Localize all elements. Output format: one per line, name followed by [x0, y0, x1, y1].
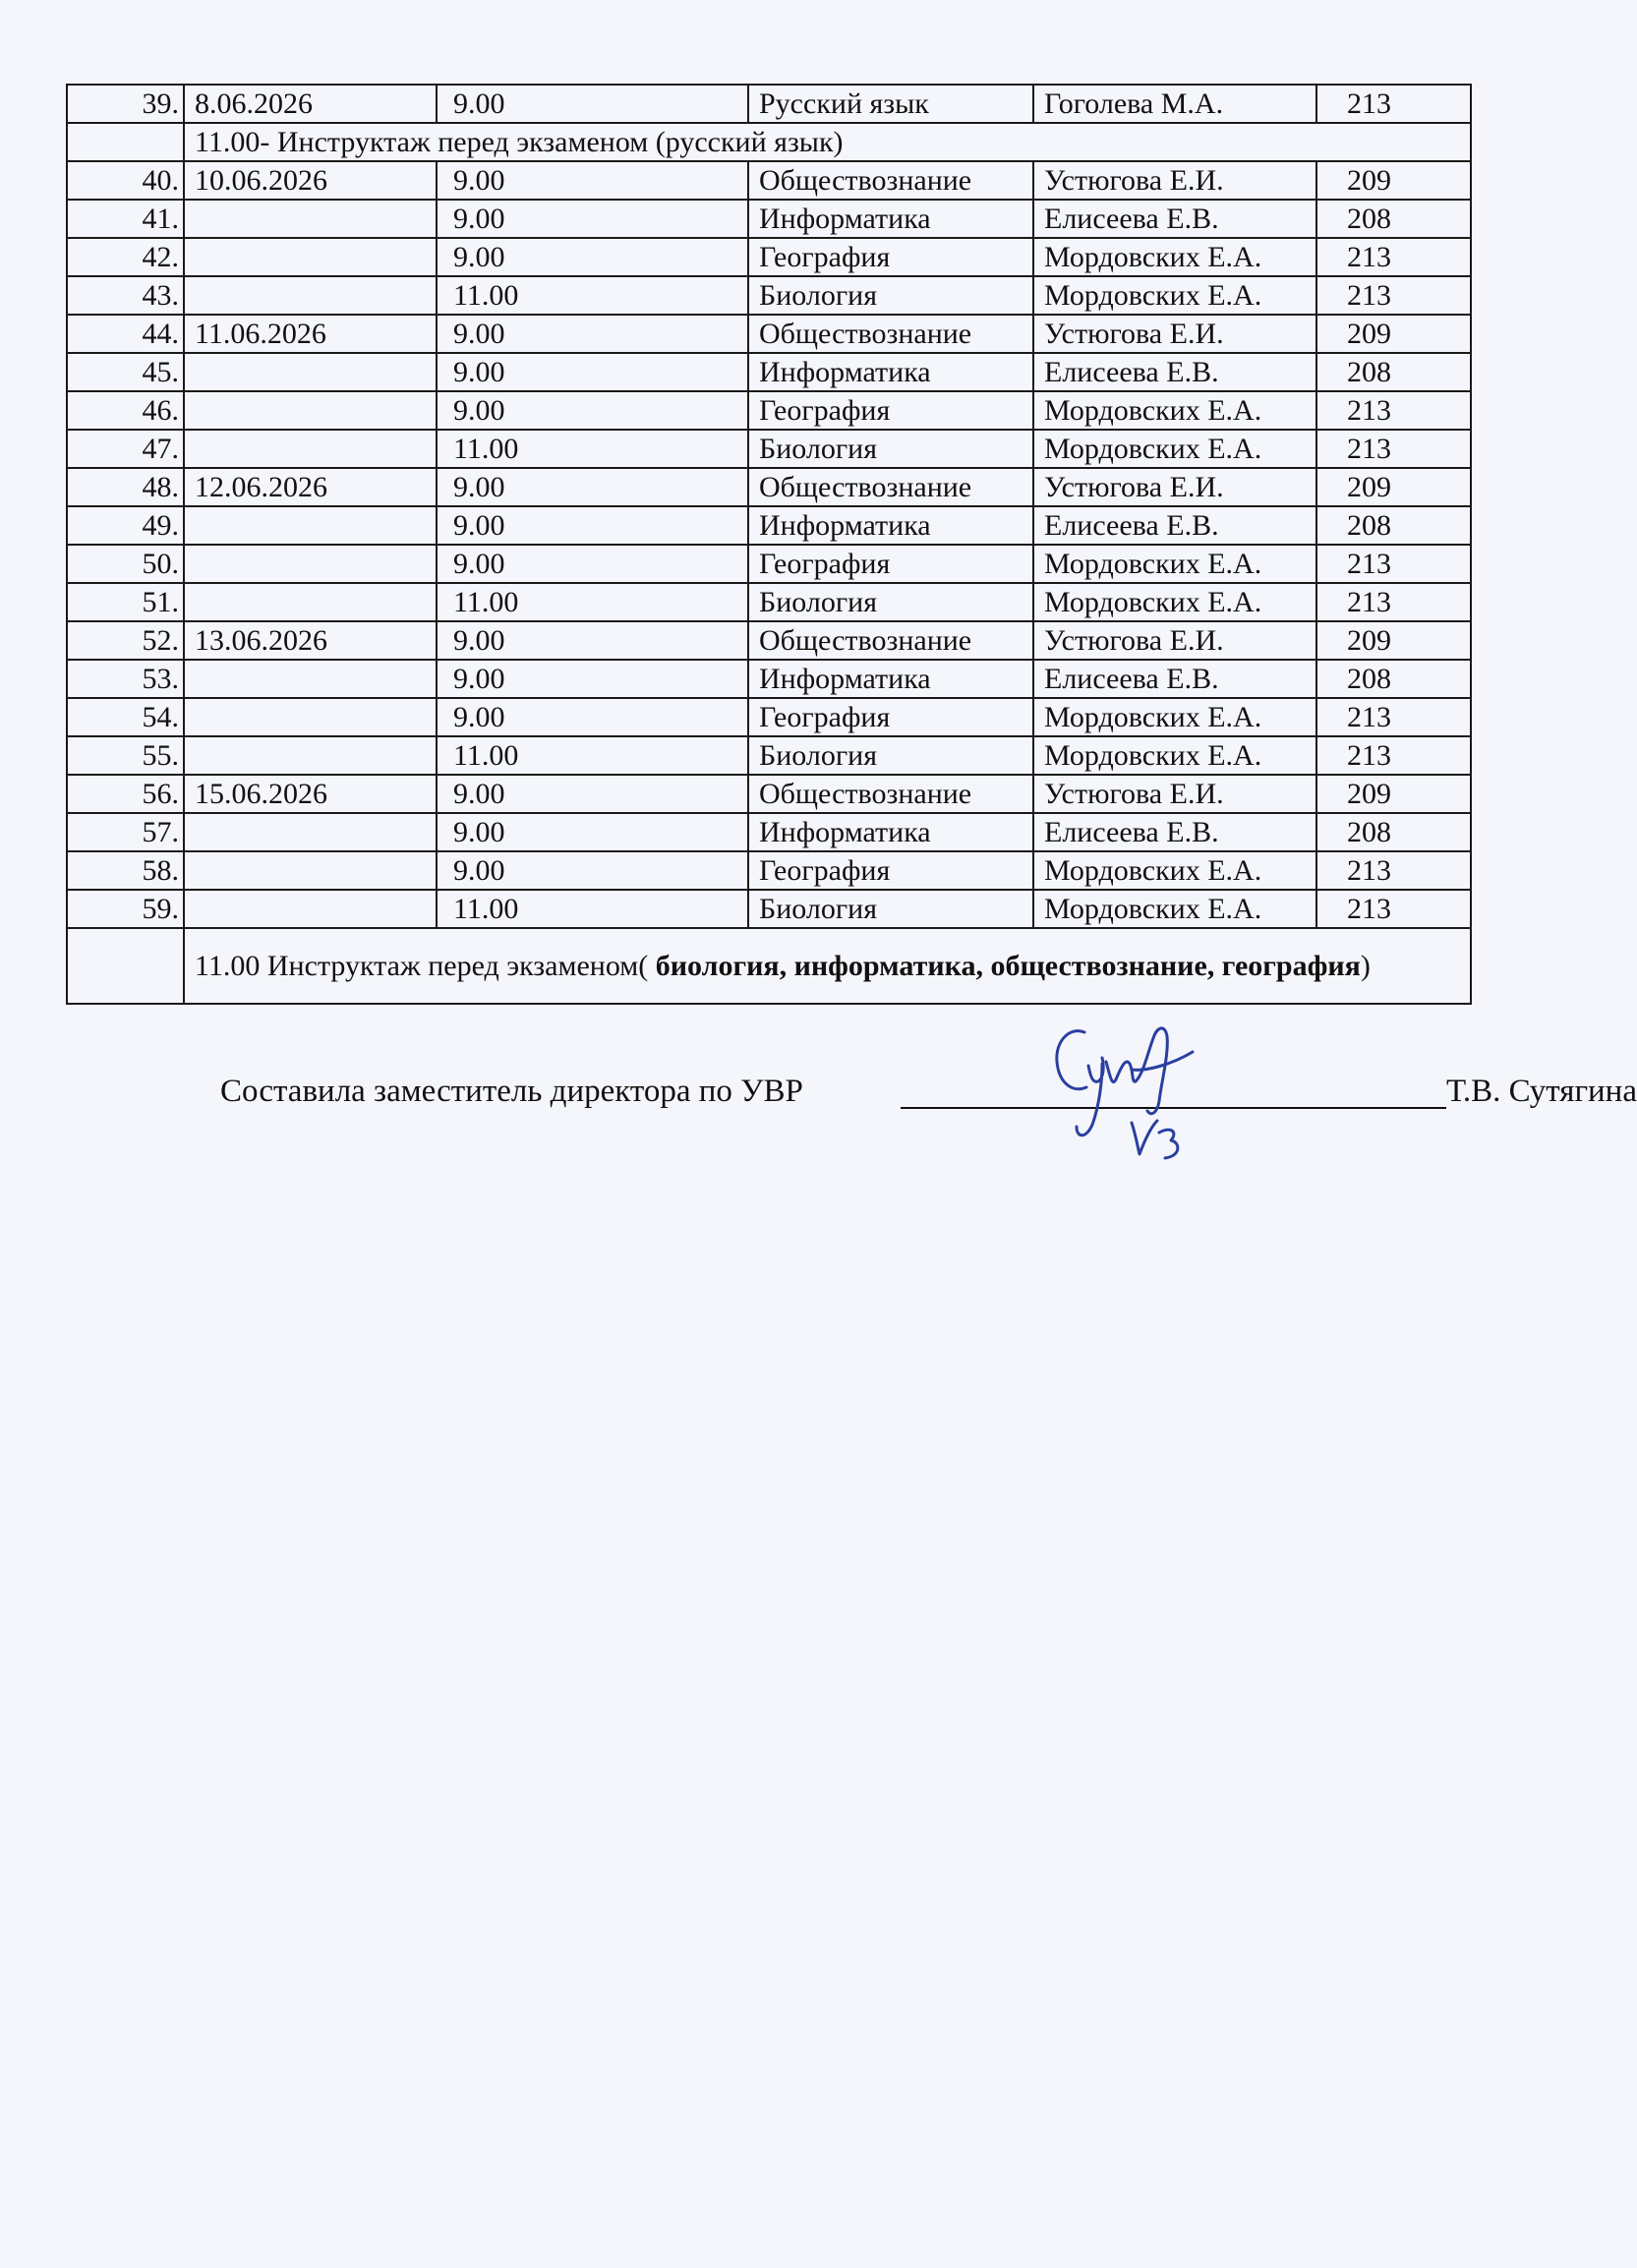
subject-cell: Обществознание: [748, 468, 1033, 506]
schedule-row: [67, 430, 1471, 468]
subject-cell: География: [748, 851, 1033, 890]
row-number-cell: 41.: [67, 200, 184, 238]
teacher-cell: Елисеева Е.В.: [1033, 353, 1316, 391]
exam-time-cell: 9.00: [437, 468, 748, 506]
room-cell: 209: [1316, 315, 1471, 353]
room-cell: 213: [1316, 276, 1471, 315]
exam-date-cell: [184, 353, 437, 391]
room-cell: 208: [1316, 660, 1471, 698]
signature-block: [220, 1072, 1637, 1150]
subject-cell: Биология: [748, 583, 1033, 621]
subject-cell: География: [748, 698, 1033, 736]
schedule-row: [67, 506, 1471, 545]
row-number-cell: 54.: [67, 698, 184, 736]
briefing-note-row: [67, 123, 1471, 161]
row-number-cell: 53.: [67, 660, 184, 698]
exam-time-cell: 9.00: [437, 660, 748, 698]
exam-time-cell: 9.00: [437, 391, 748, 430]
row-number-cell: 50.: [67, 545, 184, 583]
schedule-row: [67, 813, 1471, 851]
room-cell: 209: [1316, 621, 1471, 660]
exam-time-cell: 9.00: [437, 851, 748, 890]
exam-date-cell: 15.06.2026: [184, 775, 437, 813]
schedule-row: [67, 85, 1471, 123]
exam-time-cell: 9.00: [437, 353, 748, 391]
room-cell: 213: [1316, 391, 1471, 430]
exam-date-cell: [184, 583, 437, 621]
row-number-cell: 45.: [67, 353, 184, 391]
schedule-row: [67, 391, 1471, 430]
exam-time-cell: 9.00: [437, 161, 748, 200]
teacher-cell: Гоголева М.А.: [1033, 85, 1316, 123]
schedule-row: [67, 890, 1471, 928]
teacher-cell: Мордовских Е.А.: [1033, 736, 1316, 775]
exam-time-cell: 9.00: [437, 315, 748, 353]
exam-time-cell: 9.00: [437, 698, 748, 736]
teacher-cell: Елисеева Е.В.: [1033, 506, 1316, 545]
subject-cell: Биология: [748, 890, 1033, 928]
exam-time-cell: 9.00: [437, 621, 748, 660]
subject-cell: Биология: [748, 276, 1033, 315]
schedule-row: [67, 276, 1471, 315]
row-number-cell: 57.: [67, 813, 184, 851]
compiler-caption: Составила заместитель директора по УВР: [220, 1074, 803, 1109]
exam-date-cell: 13.06.2026: [184, 621, 437, 660]
schedule-row: [67, 698, 1471, 736]
teacher-cell: Мордовских Е.А.: [1033, 851, 1316, 890]
schedule-row: [67, 161, 1471, 200]
row-number-cell: 40.: [67, 161, 184, 200]
briefing-note-suffix: ): [1360, 949, 1371, 982]
schedule-row: [67, 315, 1471, 353]
schedule-row: [67, 621, 1471, 660]
handwritten-signature: [1037, 1015, 1234, 1172]
teacher-cell: Елисеева Е.В.: [1033, 200, 1316, 238]
teacher-cell: Устюгова Е.И.: [1033, 621, 1316, 660]
room-cell: 213: [1316, 430, 1471, 468]
room-cell: 209: [1316, 468, 1471, 506]
row-number-cell: 44.: [67, 315, 184, 353]
exam-time-cell: 9.00: [437, 238, 748, 276]
room-cell: 208: [1316, 813, 1471, 851]
subject-cell: Биология: [748, 430, 1033, 468]
briefing-note-subjects: биология, информатика, обществознание, география: [655, 949, 1361, 982]
empty-number-cell: [67, 928, 184, 1004]
exam-date-cell: [184, 276, 437, 315]
room-cell: 213: [1316, 545, 1471, 583]
row-number-cell: 39.: [67, 85, 184, 123]
row-number-cell: 52.: [67, 621, 184, 660]
exam-time-cell: 9.00: [437, 506, 748, 545]
exam-date-cell: [184, 430, 437, 468]
room-cell: 213: [1316, 238, 1471, 276]
subject-cell: Обществознание: [748, 775, 1033, 813]
exam-date-cell: [184, 238, 437, 276]
exam-date-cell: [184, 660, 437, 698]
subject-cell: Обществознание: [748, 161, 1033, 200]
teacher-cell: Елисеева Е.В.: [1033, 660, 1316, 698]
schedule-row: [67, 583, 1471, 621]
briefing-note-cell: [184, 928, 1471, 1004]
exam-time-cell: 11.00: [437, 890, 748, 928]
exam-time-cell: 9.00: [437, 775, 748, 813]
exam-time-cell: 9.00: [437, 85, 748, 123]
room-cell: 213: [1316, 698, 1471, 736]
row-number-cell: 51.: [67, 583, 184, 621]
subject-cell: Русский язык: [748, 85, 1033, 123]
exam-date-cell: [184, 813, 437, 851]
schedule-row: [67, 545, 1471, 583]
row-number-cell: 56.: [67, 775, 184, 813]
exam-time-cell: 11.00: [437, 583, 748, 621]
empty-number-cell: [67, 123, 184, 161]
teacher-cell: Устюгова Е.И.: [1033, 315, 1316, 353]
schedule-row: [67, 660, 1471, 698]
subject-cell: Информатика: [748, 660, 1033, 698]
exam-time-cell: 11.00: [437, 276, 748, 315]
exam-date-cell: [184, 506, 437, 545]
schedule-row: [67, 736, 1471, 775]
briefing-note-cell: [184, 123, 1471, 161]
subject-cell: Информатика: [748, 506, 1033, 545]
exam-time-cell: 9.00: [437, 200, 748, 238]
teacher-cell: Мордовских Е.А.: [1033, 583, 1316, 621]
teacher-cell: Елисеева Е.В.: [1033, 813, 1316, 851]
compiler-name: Т.В. Сутягина: [1446, 1074, 1637, 1109]
room-cell: 213: [1316, 890, 1471, 928]
exam-date-cell: 12.06.2026: [184, 468, 437, 506]
subject-cell: География: [748, 238, 1033, 276]
subject-cell: География: [748, 545, 1033, 583]
subject-cell: Информатика: [748, 200, 1033, 238]
exam-date-cell: [184, 391, 437, 430]
schedule-row: [67, 775, 1471, 813]
briefing-note-row: [67, 928, 1471, 1004]
schedule-row: [67, 851, 1471, 890]
row-number-cell: 49.: [67, 506, 184, 545]
exam-time-cell: 9.00: [437, 545, 748, 583]
room-cell: 209: [1316, 161, 1471, 200]
exam-date-cell: [184, 698, 437, 736]
subject-cell: Обществознание: [748, 621, 1033, 660]
room-cell: 208: [1316, 353, 1471, 391]
subject-cell: Информатика: [748, 353, 1033, 391]
briefing-note-text: 11.00 Инструктаж перед экзаменом(: [195, 949, 656, 982]
room-cell: 208: [1316, 200, 1471, 238]
row-number-cell: 43.: [67, 276, 184, 315]
room-cell: 213: [1316, 851, 1471, 890]
row-number-cell: 47.: [67, 430, 184, 468]
schedule-body: [67, 85, 1471, 1004]
teacher-cell: Мордовских Е.А.: [1033, 545, 1316, 583]
row-number-cell: 59.: [67, 890, 184, 928]
exam-date-cell: 8.06.2026: [184, 85, 437, 123]
exam-time-cell: 9.00: [437, 813, 748, 851]
teacher-cell: Устюгова Е.И.: [1033, 775, 1316, 813]
teacher-cell: Мордовских Е.А.: [1033, 391, 1316, 430]
exam-time-cell: 11.00: [437, 736, 748, 775]
teacher-cell: Мордовских Е.А.: [1033, 698, 1316, 736]
exam-date-cell: [184, 890, 437, 928]
subject-cell: География: [748, 391, 1033, 430]
schedule-row: [67, 468, 1471, 506]
exam-date-cell: [184, 736, 437, 775]
row-number-cell: 46.: [67, 391, 184, 430]
exam-date-cell: [184, 851, 437, 890]
exam-date-cell: 10.06.2026: [184, 161, 437, 200]
row-number-cell: 42.: [67, 238, 184, 276]
schedule-row: [67, 238, 1471, 276]
subject-cell: Биология: [748, 736, 1033, 775]
schedule-row: [67, 200, 1471, 238]
room-cell: 208: [1316, 506, 1471, 545]
exam-date-cell: [184, 200, 437, 238]
teacher-cell: Мордовских Е.А.: [1033, 430, 1316, 468]
room-cell: 213: [1316, 85, 1471, 123]
exam-schedule-table: [66, 84, 1472, 1005]
teacher-cell: Мордовских Е.А.: [1033, 276, 1316, 315]
teacher-cell: Мордовских Е.А.: [1033, 890, 1316, 928]
teacher-cell: Мордовских Е.А.: [1033, 238, 1316, 276]
subject-cell: Информатика: [748, 813, 1033, 851]
room-cell: 213: [1316, 583, 1471, 621]
exam-time-cell: 11.00: [437, 430, 748, 468]
room-cell: 209: [1316, 775, 1471, 813]
briefing-note-text: 11.00- Инструктаж перед экзаменом (русский язык): [195, 125, 844, 158]
row-number-cell: 55.: [67, 736, 184, 775]
row-number-cell: 58.: [67, 851, 184, 890]
teacher-cell: Устюгова Е.И.: [1033, 161, 1316, 200]
room-cell: 213: [1316, 736, 1471, 775]
schedule-row: [67, 353, 1471, 391]
teacher-cell: Устюгова Е.И.: [1033, 468, 1316, 506]
exam-date-cell: [184, 545, 437, 583]
row-number-cell: 48.: [67, 468, 184, 506]
exam-date-cell: 11.06.2026: [184, 315, 437, 353]
subject-cell: Обществознание: [748, 315, 1033, 353]
